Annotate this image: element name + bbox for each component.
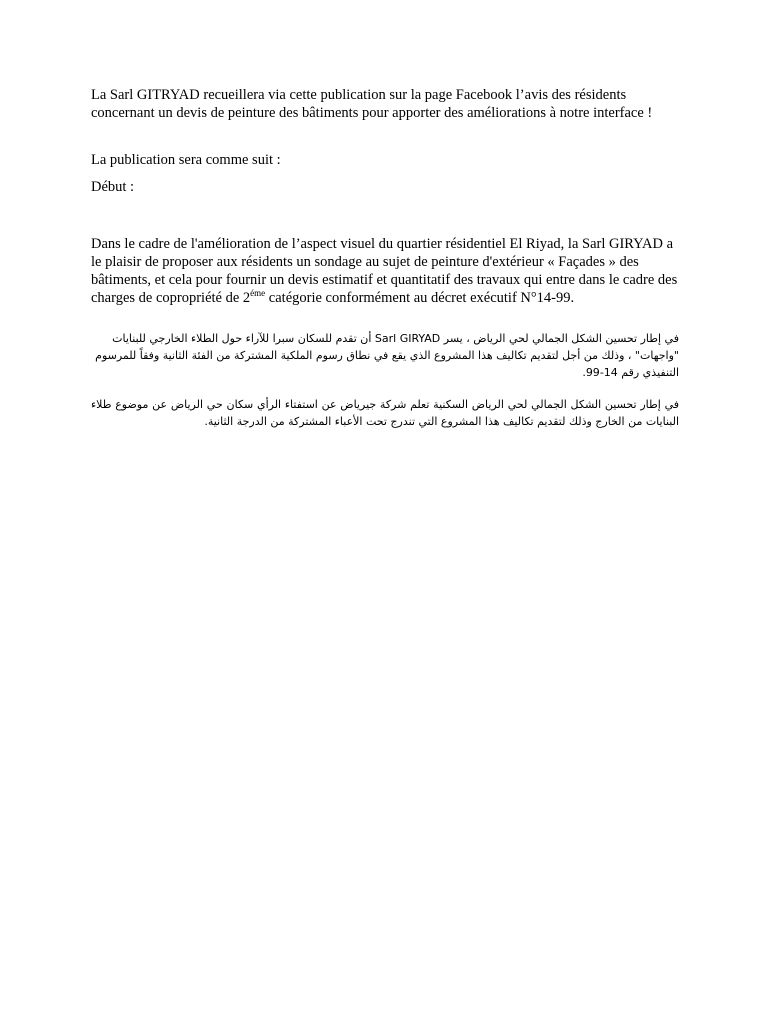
arabic-announcement-paragraph-2: في إطار تحسين الشكل الجمالي لحي الرياض السكنية تعلم شركة جيرياض عن استفتاء الرأي سكان حي الرياض عن موضوع طلاء البنايات من الخارج وذلك لتقديم تكاليف هذا المشروع التي تندرج تحت الأعباء المشتركة من الدرجة الثانية. bbox=[91, 398, 679, 428]
ordinal-superscript: éme bbox=[250, 288, 266, 298]
intro-paragraph: La Sarl GITRYAD recueillera via cette publication sur la page Facebook l’avis des résidents concernant un devis de peinture des bâtiments pour apporter des améliorations à notre interface ! bbox=[91, 87, 653, 121]
french-announcement-text: Dans le cadre de l'amélioration de l’aspect visuel du quartier résidentiel El Riyad, la Sarl GIRYAD a le plaisir de proposer aux résidents un sondage au sujet de peinture d'extérieur « Façades » des bâtiments, et cela pour fournir un devis estimatif et quantitatif des travaux qui entre dans le cadre des charges de copropriété de 2 bbox=[91, 236, 678, 306]
french-announcement-paragraph bbox=[91, 235, 679, 307]
debut-label: Début : bbox=[91, 179, 135, 195]
publication-intro-line: La publication sera comme suit : bbox=[91, 152, 281, 168]
french-announcement-text-end: catégorie conformément au décret exécutif N°14-99. bbox=[265, 290, 575, 306]
arabic-announcement-paragraph-1: في إطار تحسين الشكل الجمالي لحي الرياض ، يسر Sarl GIRYAD أن تقدم للسكان سبرا للآراء حول الطلاء الخارجي للبنايات "واجهات" ، وذلك من أجل لتقديم تكاليف هذا المشروع الذي يقع في نطاق رسوم الملكية المشتركة من الفئة الثانية وفقاً للمرسوم التنفيذي رقم 14-99. bbox=[95, 332, 679, 379]
